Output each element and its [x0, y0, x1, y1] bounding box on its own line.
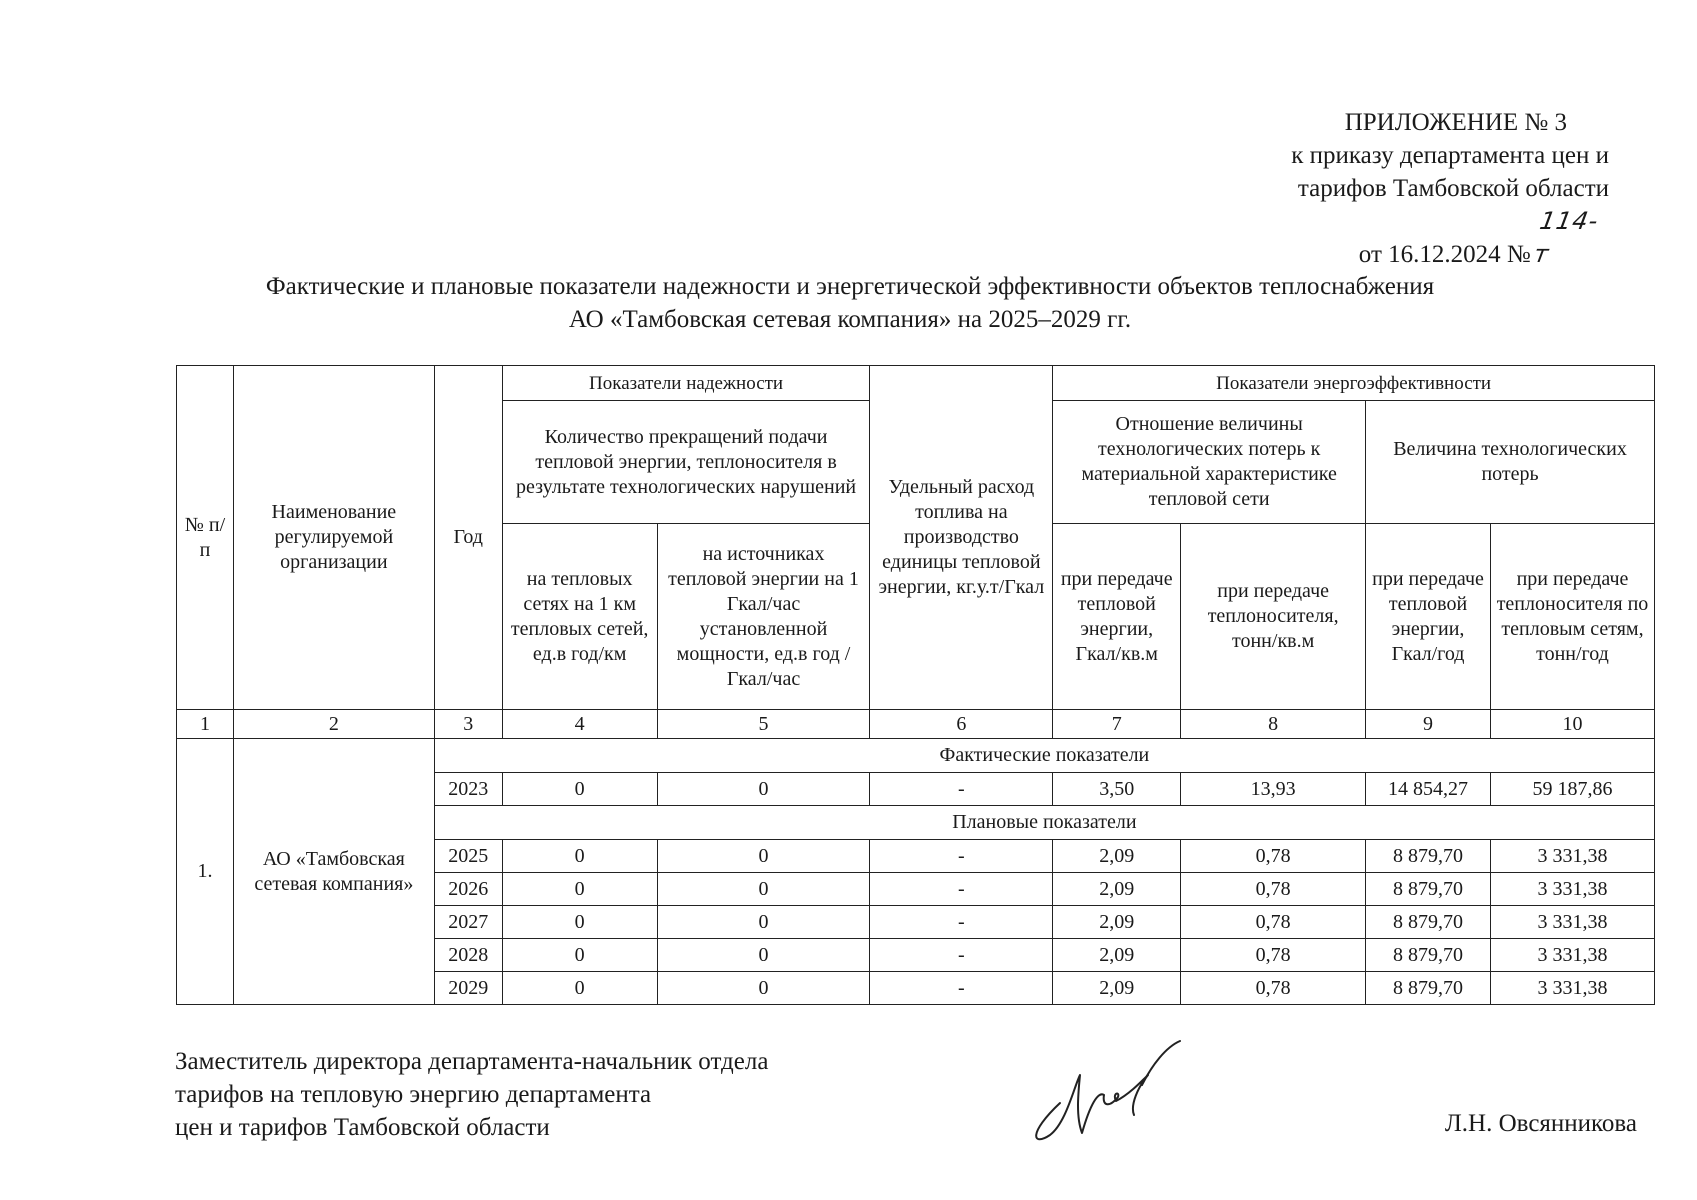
section-actual-label: Фактические показатели [434, 739, 1654, 773]
cell-year: 2029 [434, 972, 502, 1005]
column-number-row [177, 710, 1655, 739]
cell-c8: 0,78 [1181, 873, 1366, 906]
header-losses: Величина технологических потерь [1366, 401, 1655, 524]
header-fuel: Удельный расход топлива на производство единицы тепловой энергии, кг.у.т/Гкал [870, 366, 1053, 710]
col-number: 1 [177, 710, 234, 739]
cell-fuel: - [870, 773, 1053, 806]
title-line-2: АО «Тамбовская сетевая компания» на 2025–2029 гг. [568, 306, 1132, 333]
signature-stroke [1142, 1041, 1180, 1085]
signatory-line-3: цен и тарифов Тамбовской области [175, 1114, 550, 1141]
header-num: № п/п [177, 366, 234, 710]
cell-c7: 2,09 [1053, 840, 1181, 873]
section-planned-label: Плановые показатели [434, 806, 1654, 840]
cell-c8: 13,93 [1181, 773, 1366, 806]
organization-name: АО «Тамбовская сетевая компания» [233, 739, 434, 1005]
cell-c8: 0,78 [1181, 906, 1366, 939]
cell-sources: 0 [657, 906, 870, 939]
appendix-header [1291, 106, 1609, 271]
cell-sources: 0 [657, 840, 870, 873]
cell-year: 2026 [434, 873, 502, 906]
cell-year: 2028 [434, 939, 502, 972]
cell-c9: 8 879,70 [1366, 972, 1491, 1005]
header-ratio: Отношение величины технологических потерь к материальной характеристике тепловой сети [1053, 401, 1366, 524]
row-number: 1. [177, 739, 234, 1005]
header-c9: при передаче тепловой энергии, Гкал/год [1366, 524, 1491, 710]
cell-sources: 0 [657, 972, 870, 1005]
cell-c9: 8 879,70 [1366, 873, 1491, 906]
cell-networks: 0 [502, 840, 657, 873]
signer-name: Л.Н. Овсянникова [1444, 1110, 1637, 1137]
cell-year: 2027 [434, 906, 502, 939]
cell-c8: 0,78 [1181, 972, 1366, 1005]
appendix-authority: тарифов Тамбовской области [1297, 175, 1609, 202]
cell-c8: 0,78 [1181, 939, 1366, 972]
col-number: 7 [1053, 710, 1181, 739]
signature-stroke [1036, 1075, 1148, 1139]
cell-fuel: - [870, 873, 1053, 906]
cell-sources: 0 [657, 939, 870, 972]
cell-year: 2023 [434, 773, 502, 806]
cell-c7: 3,50 [1053, 773, 1181, 806]
col-number: 10 [1490, 710, 1654, 739]
col-number: 8 [1181, 710, 1366, 739]
cell-c10: 3 331,38 [1490, 939, 1654, 972]
signatory-position [175, 1045, 768, 1144]
cell-c7: 2,09 [1053, 906, 1181, 939]
header-org: Наименование регулируемой организации [233, 366, 434, 710]
indicators-table [176, 365, 1655, 1005]
appendix-date-line [1291, 205, 1609, 271]
document-title [160, 270, 1540, 336]
cell-c9: 8 879,70 [1366, 906, 1491, 939]
appendix-date: от 16.12.2024 № [1358, 241, 1531, 268]
cell-c7: 2,09 [1053, 873, 1181, 906]
signatory-line-2: тарифов на тепловую энергию департамента [175, 1081, 652, 1108]
cell-c10: 3 331,38 [1490, 972, 1654, 1005]
col-number: 9 [1366, 710, 1491, 739]
cell-c7: 2,09 [1053, 939, 1181, 972]
header-reliability: Показатели надежности [502, 366, 870, 401]
cell-fuel: - [870, 972, 1053, 1005]
col-number: 4 [502, 710, 657, 739]
cell-networks: 0 [502, 939, 657, 972]
cell-fuel: - [870, 939, 1053, 972]
cell-c10: 3 331,38 [1490, 906, 1654, 939]
cell-fuel: - [870, 906, 1053, 939]
header-c10: при передаче теплоносителя по тепловым сетям, тонн/год [1490, 524, 1654, 710]
cell-c9: 8 879,70 [1366, 939, 1491, 972]
col-number: 5 [657, 710, 870, 739]
cell-networks: 0 [502, 906, 657, 939]
header-year: Год [434, 366, 502, 710]
header-efficiency: Показатели энергоэффективности [1053, 366, 1655, 401]
handwritten-order-number: 114-т [1531, 207, 1601, 268]
cell-c10: 59 187,86 [1490, 773, 1654, 806]
header-c7: при передаче тепловой энергии, Гкал/кв.м [1053, 524, 1181, 710]
cell-sources: 0 [657, 773, 870, 806]
handwritten-signature [1020, 1035, 1190, 1145]
cell-networks: 0 [502, 873, 657, 906]
cell-year: 2025 [434, 840, 502, 873]
cell-c9: 14 854,27 [1366, 773, 1491, 806]
col-number: 6 [870, 710, 1053, 739]
col-number: 3 [434, 710, 502, 739]
appendix-order-ref: к приказу департамента цен и [1291, 142, 1609, 169]
header-networks: на тепловых сетях на 1 км тепловых сетей, ед.в год/км [502, 524, 657, 710]
cell-networks: 0 [502, 972, 657, 1005]
cell-fuel: - [870, 840, 1053, 873]
cell-sources: 0 [657, 873, 870, 906]
cell-c8: 0,78 [1181, 840, 1366, 873]
appendix-title: ПРИЛОЖЕНИЕ № 3 [1344, 109, 1567, 136]
cell-c10: 3 331,38 [1490, 840, 1654, 873]
section-actual-row [177, 739, 1655, 773]
cell-c10: 3 331,38 [1490, 873, 1654, 906]
header-row-1 [177, 366, 1655, 401]
cell-c7: 2,09 [1053, 972, 1181, 1005]
cell-networks: 0 [502, 773, 657, 806]
signatory-line-1: Заместитель директора департамента-начальник отдела [175, 1048, 769, 1075]
header-c8: при передаче теплоносителя, тонн/кв.м [1181, 524, 1366, 710]
header-sources: на источниках тепловой энергии на 1 Гкал/час установленной мощности, ед.в год /Гкал/час [657, 524, 870, 710]
title-line-1: Фактические и плановые показатели надежности и энергетической эффективности объектов теплоснабжения [265, 273, 1435, 300]
header-interruptions: Количество прекращений подачи тепловой энергии, теплоносителя в результате технологических нарушений [502, 401, 870, 524]
cell-c9: 8 879,70 [1366, 840, 1491, 873]
col-number: 2 [233, 710, 434, 739]
